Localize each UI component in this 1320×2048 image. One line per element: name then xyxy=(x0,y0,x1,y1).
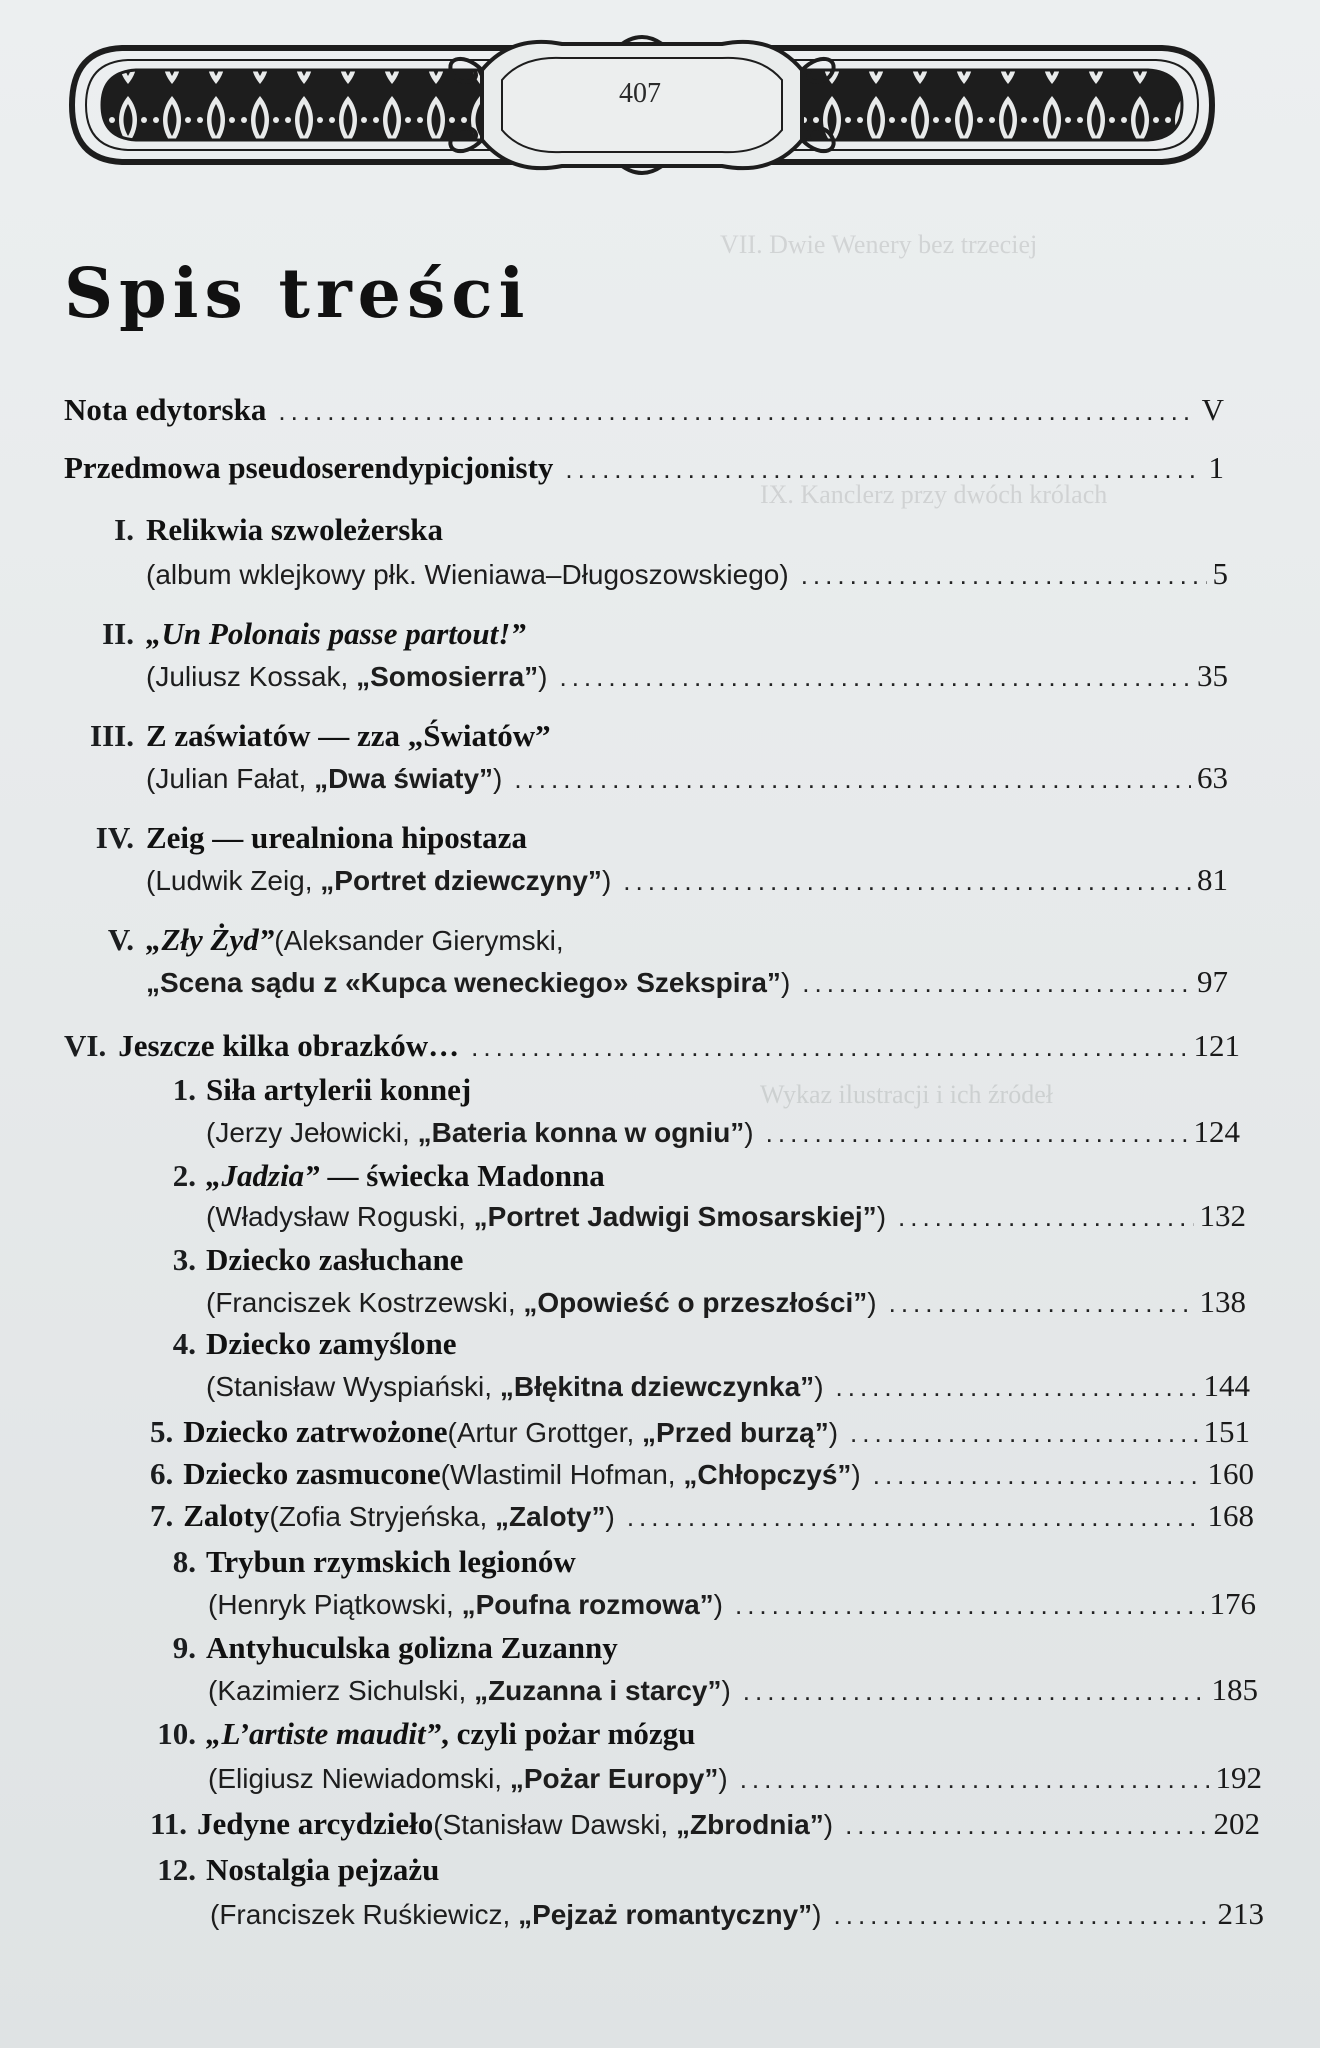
toc-chapter-6-heading[interactable] xyxy=(64,1028,1240,1064)
section-title: Dziecko zasłuchane xyxy=(206,1242,464,1277)
toc-entry-nota[interactable] xyxy=(64,392,1224,428)
leader-dots xyxy=(845,1810,1207,1840)
page-ref: 63 xyxy=(1197,760,1228,795)
page-ref: 5 xyxy=(1212,556,1228,591)
toc-chapter-3-heading[interactable] xyxy=(64,718,1224,754)
toc-entry-przedmowa[interactable] xyxy=(64,450,1224,486)
toc-section-9-heading[interactable] xyxy=(150,1630,1254,1666)
show-through-text: VII. Dwie Wenery bez trzeciej xyxy=(720,230,1038,259)
toc-section-1-subtitle xyxy=(206,1114,1240,1150)
toc-section-8-heading[interactable] xyxy=(150,1544,1254,1580)
page-ref: 176 xyxy=(1209,1586,1256,1621)
chapter-number: VI. xyxy=(64,1028,107,1063)
toc-section-12-heading[interactable] xyxy=(150,1852,1260,1888)
chapter-number: I. xyxy=(114,512,134,547)
page-ref: 202 xyxy=(1213,1806,1260,1841)
chapter-source: „Scena sądu z «Kupca weneckiego» Szekspira”) xyxy=(146,967,791,998)
chapter-number: V. xyxy=(107,922,134,957)
leader-dots xyxy=(802,968,1191,998)
entry-title: Nota edytorska xyxy=(64,392,267,427)
leader-dots xyxy=(471,1032,1187,1062)
section-title: Nostalgia pejzażu xyxy=(206,1852,440,1887)
page-ref: 35 xyxy=(1197,658,1228,693)
toc-section-9-subtitle xyxy=(208,1672,1258,1708)
entry-title: Przedmowa pseudoserendypicjonisty xyxy=(64,450,554,485)
toc-section-4-heading[interactable] xyxy=(150,1326,1240,1362)
page-ref: 81 xyxy=(1197,862,1228,897)
section-number: 4. xyxy=(172,1326,196,1361)
leader-dots xyxy=(740,1764,1210,1794)
page-ref: 160 xyxy=(1207,1456,1254,1491)
section-number: 2. xyxy=(172,1158,196,1193)
page-ref: 168 xyxy=(1207,1498,1254,1533)
page-ref: 213 xyxy=(1217,1896,1264,1931)
toc-section-3-heading[interactable] xyxy=(150,1242,1240,1278)
leader-dots xyxy=(735,1590,1204,1620)
page-ref: 1 xyxy=(1208,450,1224,485)
page-ref: V xyxy=(1201,392,1224,427)
page-number: 407 xyxy=(619,78,661,109)
section-source: (Franciszek Kostrzewski, „Opowieść o przeszłości”) xyxy=(206,1287,877,1318)
toc-section-3-subtitle xyxy=(206,1284,1246,1320)
leader-dots xyxy=(565,454,1202,484)
chapter-title: Z zaświatów — zza „Światów” xyxy=(146,718,551,753)
toc-chapter-5-heading[interactable] xyxy=(64,922,1224,958)
toc-chapter-2-subtitle xyxy=(146,658,1228,694)
section-title: Dziecko zamyślone xyxy=(206,1326,457,1361)
page-ref: 192 xyxy=(1215,1760,1262,1795)
leader-dots xyxy=(801,560,1207,590)
chapter-source: (Ludwik Zeig, „Portret dziewczyny”) xyxy=(146,865,612,896)
chapter-title: Relikwia szwoleżerska xyxy=(146,512,444,547)
section-source: (Stanisław Dawski, „Zbrodnia”) xyxy=(433,1809,834,1840)
section-source: (Jerzy Jełowicki, „Bateria konna w ogniu”) xyxy=(206,1117,754,1148)
leader-dots xyxy=(889,1288,1194,1318)
chapter-title: „Zły Żyd” xyxy=(146,922,275,957)
toc-section-10-heading[interactable] xyxy=(150,1716,1254,1752)
leader-dots xyxy=(766,1118,1188,1148)
toc-section-5[interactable] xyxy=(150,1414,1250,1450)
leader-dots xyxy=(514,764,1191,794)
section-title: „L’artiste maudit”, czyli pożar mózgu xyxy=(206,1716,696,1751)
section-source: (Wlastimil Hofman, „Chłopczyś”) xyxy=(440,1459,861,1490)
section-source: (Eligiusz Niewiadomski, „Pożar Europy”) xyxy=(208,1763,728,1794)
section-title: Dziecko zatrwożone xyxy=(183,1414,448,1449)
section-number: 11. xyxy=(150,1806,188,1841)
chapter-title: Jeszcze kilka obrazków… xyxy=(118,1028,460,1063)
page-ref: 151 xyxy=(1203,1414,1250,1449)
section-title: Siła artylerii konnej xyxy=(206,1072,472,1107)
toc-chapter-1-subtitle xyxy=(146,556,1228,592)
toc-chapter-5-subtitle xyxy=(146,964,1228,1000)
show-through-text: Wykaz ilustracji i ich źródeł xyxy=(760,1080,1053,1109)
section-number: 3. xyxy=(172,1242,196,1277)
toc-section-8-subtitle xyxy=(208,1586,1256,1622)
leader-dots xyxy=(559,662,1191,692)
section-source: (Artur Grottger, „Przed burzą”) xyxy=(447,1417,839,1448)
chapter-title: Zeig — urealniona hipostaza xyxy=(146,820,527,855)
section-number: 1. xyxy=(172,1072,196,1107)
chapter-title: „Un Polonais passe partout!” xyxy=(146,616,526,651)
section-source: (Stanisław Wyspiański, „Błękitna dziewczynka”) xyxy=(206,1371,824,1402)
leader-dots xyxy=(278,396,1195,426)
toc-section-11[interactable] xyxy=(150,1806,1260,1842)
toc-chapter-4-subtitle xyxy=(146,862,1228,898)
page-ref: 138 xyxy=(1199,1284,1246,1319)
section-title: Zaloty xyxy=(183,1498,270,1533)
toc-chapter-3-subtitle xyxy=(146,760,1228,796)
leader-dots xyxy=(873,1460,1202,1490)
toc-section-6[interactable] xyxy=(150,1456,1254,1492)
chapter-number: III. xyxy=(90,718,134,753)
page-ref: 121 xyxy=(1193,1028,1240,1063)
toc-section-4-subtitle xyxy=(206,1368,1250,1404)
section-source: (Henryk Piątkowski, „Poufna rozmowa”) xyxy=(208,1589,723,1620)
toc-section-2-heading[interactable] xyxy=(150,1158,1240,1194)
toc-section-2-subtitle xyxy=(206,1198,1246,1234)
page-ref: 97 xyxy=(1197,964,1228,999)
page-ref: 124 xyxy=(1193,1114,1240,1149)
chapter-source: (album wklejkowy płk. Wieniawa–Długoszowskiego) xyxy=(146,559,789,590)
page-ref: 185 xyxy=(1211,1672,1258,1707)
toc-section-1-heading[interactable] xyxy=(150,1072,1240,1108)
page-title: Spis treści xyxy=(64,253,531,334)
toc-section-12-subtitle xyxy=(210,1896,1264,1932)
section-source: (Kazimierz Sichulski, „Zuzanna i starcy”) xyxy=(208,1675,731,1706)
leader-dots xyxy=(850,1418,1197,1448)
section-source: (Franciszek Ruśkiewicz, „Pejzaż romantyczny”) xyxy=(210,1899,822,1930)
section-title: Jedyne arcydzieło xyxy=(197,1806,434,1841)
section-title: „Jadzia” — świecka Madonna xyxy=(206,1158,605,1193)
toc-section-10-subtitle xyxy=(208,1760,1262,1796)
chapter-number: II. xyxy=(102,616,134,651)
page-ref: 132 xyxy=(1199,1198,1246,1233)
leader-dots xyxy=(836,1372,1198,1402)
chapter-source: (Juliusz Kossak, „Somosierra”) xyxy=(146,661,548,692)
section-source: (Zofia Stryjeńska, „Zaloty”) xyxy=(269,1501,615,1532)
leader-dots xyxy=(627,1502,1202,1532)
toc-chapter-4-heading[interactable] xyxy=(64,820,1224,856)
section-number: 7. xyxy=(150,1498,174,1533)
show-through-text: IX. Kanclerz przy dwóch królach xyxy=(760,480,1108,509)
section-title: Dziecko zasmucone xyxy=(183,1456,441,1491)
section-number: 6. xyxy=(150,1456,174,1491)
leader-dots xyxy=(743,1676,1206,1706)
chapter-source: (Julian Fałat, „Dwa światy”) xyxy=(146,763,503,794)
section-source: (Władysław Roguski, „Portret Jadwigi Smosarskiej”) xyxy=(206,1201,887,1232)
toc-chapter-1-heading[interactable] xyxy=(64,512,1224,548)
leader-dots xyxy=(623,866,1191,896)
toc-section-7[interactable] xyxy=(150,1498,1254,1534)
section-number: 5. xyxy=(150,1414,174,1449)
chapter-number: IV. xyxy=(95,820,134,855)
section-title: Trybun rzymskich legionów xyxy=(206,1544,576,1579)
section-number: 9. xyxy=(172,1630,196,1665)
section-title: Antyhuculska golizna Zuzanny xyxy=(206,1630,618,1665)
section-number: 10. xyxy=(157,1716,196,1751)
page-ref: 144 xyxy=(1203,1368,1250,1403)
toc-chapter-2-heading[interactable] xyxy=(64,616,1224,652)
leader-dots xyxy=(834,1900,1212,1930)
section-number: 8. xyxy=(172,1544,196,1579)
section-number: 12. xyxy=(157,1852,196,1887)
chapter-source-line1: (Aleksander Gierymski, xyxy=(274,925,564,956)
leader-dots xyxy=(898,1202,1193,1232)
